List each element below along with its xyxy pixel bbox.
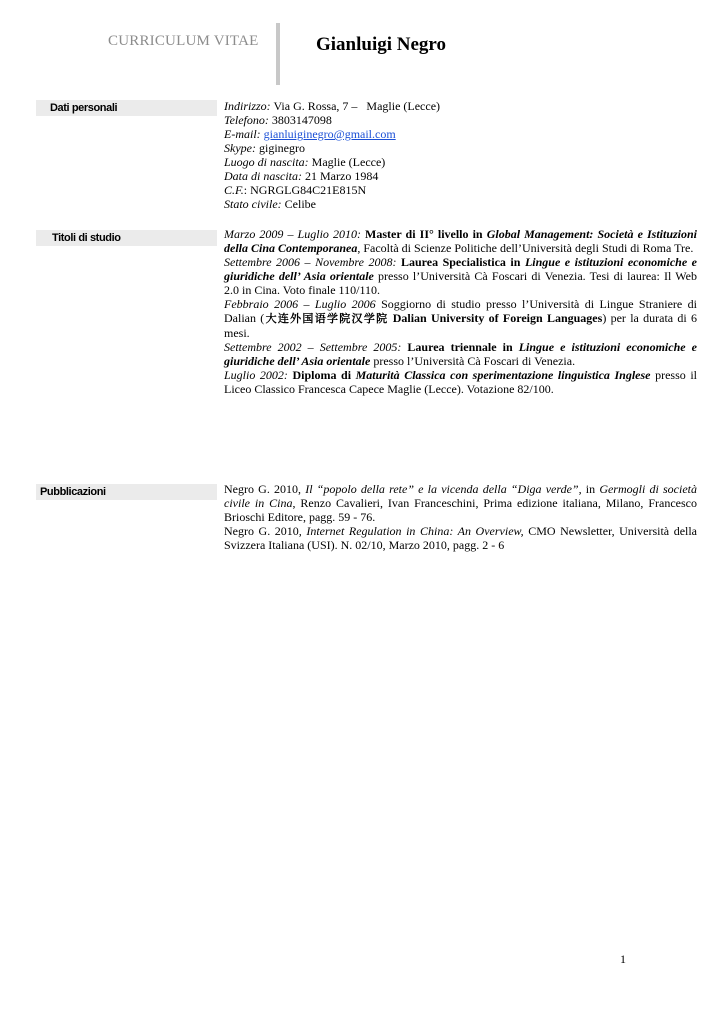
publication-author: Negro G. 2010, bbox=[224, 482, 306, 496]
address-value: Via G. Rossa, 7 – Maglie (Lecce) bbox=[273, 99, 441, 113]
study-date: Marzo 2009 – Luglio 2010: bbox=[224, 227, 361, 241]
candidate-name: Gianluigi Negro bbox=[316, 34, 447, 55]
birthplace-label: Luogo di nascita: bbox=[224, 155, 309, 169]
study-date: Settembre 2006 – Novembre 2008: bbox=[224, 255, 397, 269]
publication-entry bbox=[224, 482, 697, 524]
university-name: Dalian University of Foreign Languages bbox=[388, 311, 603, 325]
address-label: Indirizzo: bbox=[224, 99, 271, 113]
study-date: Settembre 2002 – Settembre 2005: bbox=[224, 340, 402, 354]
publication-title: , Internet Regulation in China: An Overview, bbox=[298, 524, 524, 538]
study-entry bbox=[224, 297, 697, 340]
study-details: , Facoltà di Scienze Politiche dell’Università degli Studi di Roma Tre. bbox=[357, 241, 694, 255]
section-label-studies bbox=[36, 230, 217, 246]
publications-block bbox=[224, 482, 697, 552]
publication-book: Germogli di società civile in Cina bbox=[224, 482, 697, 510]
birthdate-label: Data di nascita: bbox=[224, 169, 302, 183]
fiscal-code-line bbox=[224, 183, 697, 197]
personal-info-block bbox=[224, 99, 697, 211]
birthdate-value: 21 Marzo 1984 bbox=[305, 169, 379, 183]
study-entry bbox=[224, 340, 697, 368]
study-title: Diploma di bbox=[287, 368, 356, 382]
study-entry bbox=[224, 368, 697, 396]
skype-line bbox=[224, 141, 697, 155]
publication-details: CMO Newsletter, Università della Svizzera Italiana (USI). N. 02/10, Marzo 2010, pagg. 2 - 6 bbox=[224, 524, 698, 552]
publication-title: Il “popolo della rete” e la vicenda della “Diga verde”, bbox=[305, 482, 582, 496]
fiscal-code-label: C.F. bbox=[224, 183, 244, 197]
header-divider bbox=[276, 23, 280, 85]
civil-status-label: Stato civile: bbox=[224, 197, 282, 211]
studies-block bbox=[224, 227, 697, 396]
section-label-text: Titoli di studio bbox=[52, 232, 121, 244]
study-date: Luglio 2002: bbox=[224, 368, 288, 382]
section-label-text: Dati personali bbox=[50, 102, 118, 114]
page-number: 1 bbox=[620, 952, 626, 966]
publication-author: Negro G. 2010 bbox=[224, 524, 299, 538]
study-details: Soggiorno di studio presso l’Università di Lingue Straniere di Dalian ( bbox=[224, 297, 697, 325]
fiscal-code-value: : NGRGLG84C21E815N bbox=[243, 183, 367, 197]
section-label-text: Pubblicazioni bbox=[40, 486, 106, 498]
address-line bbox=[224, 99, 697, 113]
study-details: ) per la durata di 6 mesi. bbox=[224, 311, 698, 340]
section-label-personal bbox=[36, 100, 217, 116]
birthdate-line bbox=[224, 169, 697, 183]
phone-label: Telefono: bbox=[224, 113, 269, 127]
civil-status-line bbox=[224, 197, 697, 211]
study-entry bbox=[224, 227, 697, 255]
phone-line bbox=[224, 113, 697, 127]
study-date: Febbraio 2006 – Luglio 2006 bbox=[224, 297, 376, 311]
study-subject: Global Management: Società e Istituzioni della Cina Contemporanea bbox=[224, 227, 698, 255]
section-label-publications bbox=[36, 484, 217, 500]
skype-value: giginegro bbox=[258, 141, 305, 155]
email-line bbox=[224, 127, 697, 141]
publication-entry bbox=[224, 524, 697, 552]
civil-status-value: Celibe bbox=[284, 197, 316, 211]
study-subject: Lingue e istituzioni economiche e giuridiche dell’ Asia orientale bbox=[224, 255, 697, 283]
skype-label: Skype: bbox=[224, 141, 256, 155]
birthplace-line bbox=[224, 155, 697, 169]
study-details: presso l’Università Cà Foscari di Venezia. Tesi di laurea: Il Web 2.0 in Cina. Voto finale 110/110. bbox=[224, 269, 697, 297]
study-subject: Maturità Classica con sperimentazione linguistica Inglese bbox=[355, 368, 651, 382]
chinese-university-name: 大连外国语学院汉学院 bbox=[264, 312, 389, 325]
publication-connector: in bbox=[581, 482, 600, 496]
study-title: Laurea triennale in bbox=[401, 340, 519, 354]
phone-value: 3803147098 bbox=[271, 113, 332, 127]
study-entry bbox=[224, 255, 697, 297]
study-subject: Lingue e istituzioni economiche e giuridiche dell’ Asia orientale bbox=[224, 340, 697, 368]
study-details: presso il Liceo Classico Francesca Capece Maglie (Lecce). Votazione 82/100. bbox=[224, 368, 697, 396]
study-details: presso l’Università Cà Foscari di Venezia. bbox=[370, 354, 576, 368]
email-label: E-mail: bbox=[224, 127, 261, 141]
study-title: Master di II° livello in bbox=[360, 227, 487, 241]
birthplace-value: Maglie (Lecce) bbox=[311, 155, 386, 169]
cv-header-title: CURRICULUM VITAE bbox=[108, 33, 259, 49]
email-link[interactable]: gianluiginegro@gmail.com bbox=[263, 127, 396, 141]
publication-details: , Renzo Cavalieri, Ivan Franceschini, Prima edizione italiana, Milano, Francesco Brioschi Editore, pagg. 59 - 76. bbox=[224, 496, 697, 524]
study-title: Laurea Specialistica in bbox=[396, 255, 525, 269]
